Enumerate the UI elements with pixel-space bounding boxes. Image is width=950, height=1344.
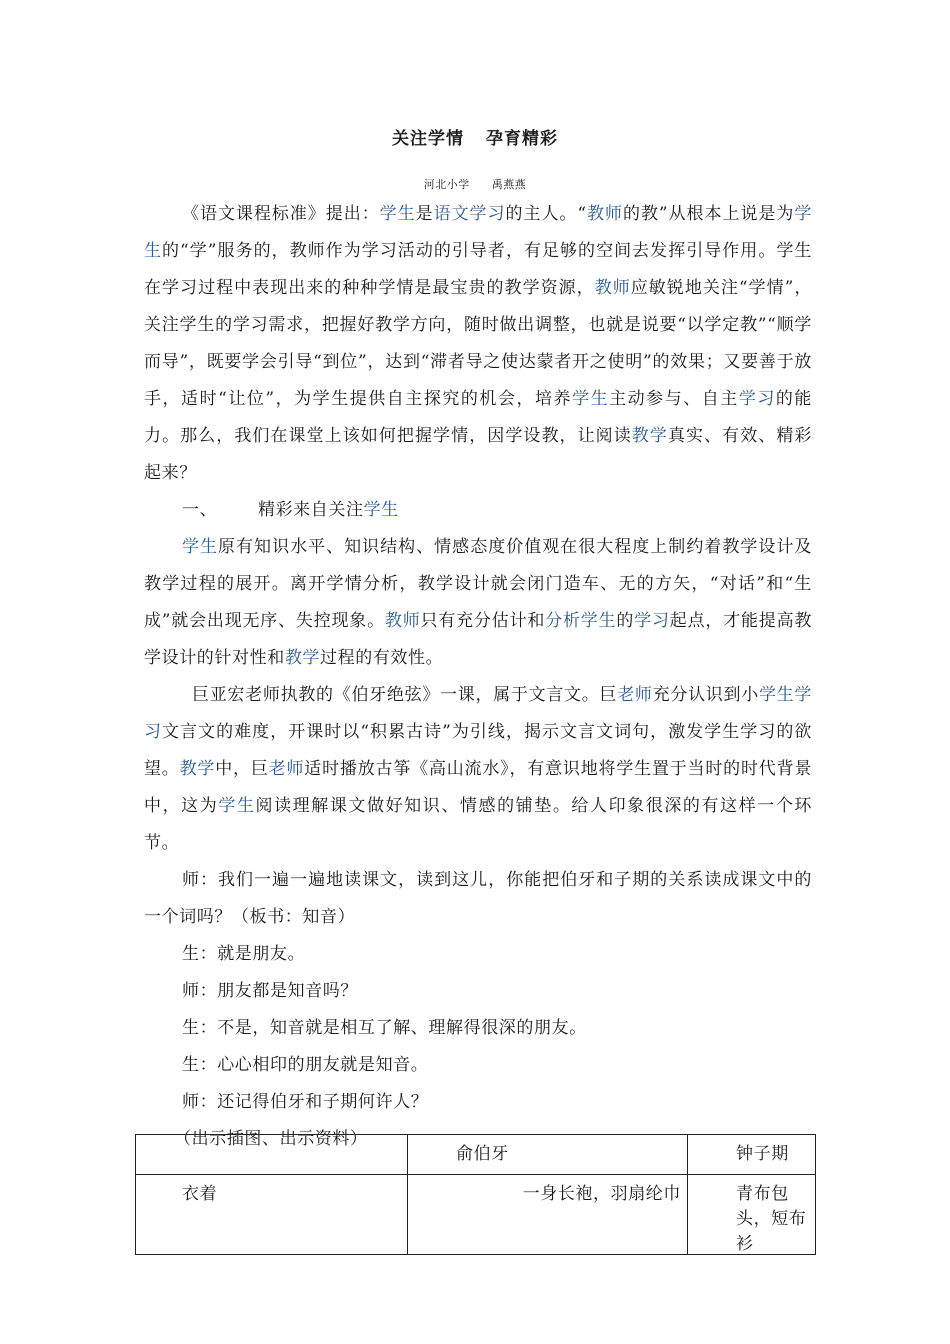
section-number: 一、 (182, 500, 218, 520)
keyword-link: 学生 (572, 389, 610, 409)
table-row (136, 1175, 816, 1255)
author-name: 禹燕燕 (491, 178, 527, 191)
keyword-link: 教师 (594, 278, 631, 298)
keyword-link: 学习 (634, 611, 670, 631)
keyword-link: 教学 (179, 759, 216, 779)
table-caption: （出示插图、出示资料） (174, 1129, 368, 1149)
table-cell: 青布包头，短布衫 (688, 1175, 816, 1255)
document-title (0, 124, 950, 149)
dialogue-line: 生：不是，知音就是相互了解、理解得很深的朋友。 (182, 1018, 587, 1038)
keyword-link: 学习 (738, 389, 776, 409)
school-name: 河北小学 (423, 178, 470, 191)
analysis-paragraph: 学生原有知识水平、知识结构、情感态度价值观在很大程度上制约着教学设计及教学过程的展开。离开学情分析，教学设计就会闭门造车、无的方矢，“对话”和“生成”就会出现无序、失控现象。教师只有充分估计和分析学生的学习起点，才能提高教学设计的针对性和教学过程的有效性。 (144, 537, 813, 668)
table-cell: 衣着 (136, 1175, 408, 1255)
dialogue-line: 师：我们一遍一遍地读课文，读到这儿，你能把伯牙和子期的关系读成课文中的一个词吗？（板书：知音） (144, 870, 812, 927)
document-body (144, 196, 812, 1158)
keyword-link: 老师 (617, 685, 653, 705)
keyword-link: 教学 (631, 426, 668, 446)
keyword-link: 分析学生 (545, 611, 617, 631)
author-line (0, 176, 950, 192)
keyword-link: 教学 (284, 648, 321, 668)
keyword-link: 学生学习 (144, 685, 812, 742)
dialogue-line: 师：还记得伯牙和子期何许人？ (182, 1092, 429, 1112)
title-part-2: 孕育精彩 (486, 129, 558, 149)
keyword-link: 教师 (384, 611, 421, 631)
table-cell: 一身长袍，羽扇纶巾 (408, 1175, 688, 1255)
table-header-row (136, 1135, 816, 1175)
example-paragraph: 巨亚宏老师执教的《伯牙绝弦》一课，属于文言文。巨老师充分认识到小学生学习文言文的难度，开课时以“积累古诗”为引线，揭示文言文词句，激发学生学习的欲望。教学中，巨老师适时播放古筝《高山流水》，有意识地将学生置于当时的时代背景中，这为学生阅读理解课文做好知识、情感的铺垫。给人印象很深的有这样一个环节。 (144, 685, 813, 853)
table-header-cell (136, 1135, 408, 1175)
keyword-link: 学生 (144, 204, 812, 261)
dialogue-line: 生：心心相印的朋友就是知音。 (182, 1055, 429, 1075)
title-part-1: 关注学情 (392, 129, 464, 149)
keyword-link: 语文学习 (433, 204, 506, 224)
table-header-cell: 钟子期 (688, 1135, 816, 1175)
comparison-table (135, 1134, 816, 1255)
section-heading (144, 492, 812, 529)
keyword-link: 老师 (268, 759, 305, 779)
dialogue-line: 师：朋友都是知音吗？ (182, 981, 358, 1001)
keyword-link: 教师 (586, 204, 623, 224)
intro-paragraph: 《语文课程标准》提出：学生是语文学习的主人。“教师的教”从根本上说是为学生的“学”服务的，教师作为学习活动的引导者，有足够的空间去发挥引导作用。学生在学习过程中表现出来的种种学情是最宝贵的教学资源，教师应敏锐地关注“学情”，关注学生的学习需求，把握好教学方向，随时做出调整，也就是说要“以学定教”“顺学而导”，既要学会引导“到位”，达到“滞者导之使达蒙者开之使明”的效果；又要善于放手，适时“让位”，为学生提供自主探究的机会，培养学生主动参与、自主学习的能力。那么，我们在课堂上该如何把握学情，因学设教，让阅读教学真实、有效、精彩起来？ (144, 204, 813, 483)
keyword-link: 学生 (379, 204, 416, 224)
dialogue-line: 生：就是朋友。 (182, 944, 306, 964)
keyword-link: 学生 (363, 500, 399, 520)
keyword-link: 学生 (218, 796, 256, 816)
table-header-cell: 俞伯牙 (408, 1135, 688, 1175)
keyword-link: 学生 (182, 537, 219, 557)
section-heading-text: 精彩来自关注 (258, 500, 364, 520)
